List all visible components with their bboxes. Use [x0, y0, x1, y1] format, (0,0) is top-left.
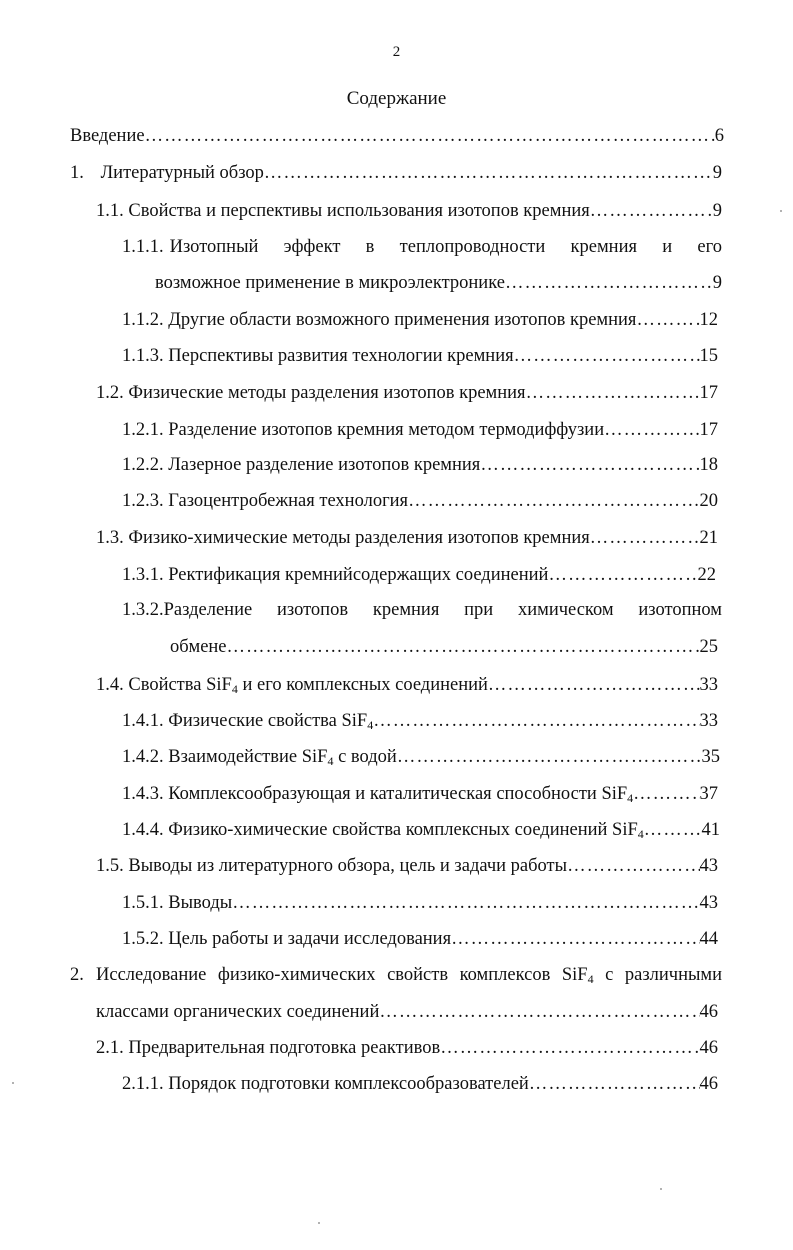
toc-entry-text: Физико-химические методы разделения изотопов кремния [128, 528, 590, 548]
dot-leader [488, 673, 700, 697]
toc-entry-1-5-1[interactable] [122, 891, 718, 915]
toc-title: Содержание [346, 88, 447, 109]
toc-entry-number: 1.2.1. [122, 420, 164, 440]
toc-entry-text: Выводы из литературного обзора, цель и задачи работы [128, 856, 568, 876]
toc-entry-page: 44 [699, 929, 718, 949]
toc-entry-intro[interactable] [70, 124, 724, 148]
toc-entry-number: 1.5.1. [122, 893, 164, 913]
toc-entry-1-2[interactable] [96, 381, 718, 405]
toc-entry-text: Предварительная подготовка реактивов [128, 1038, 441, 1058]
dot-leader [590, 199, 713, 223]
dot-leader [529, 1072, 700, 1096]
dot-leader [644, 818, 702, 842]
toc-entry-number: 2.1.1. [122, 1074, 164, 1094]
toc-entry-1-2-1[interactable] [122, 418, 718, 442]
dot-leader [548, 563, 697, 587]
scan-speck [780, 210, 782, 212]
dot-leader [440, 1036, 699, 1060]
dot-leader [480, 453, 699, 477]
scan-speck [660, 1188, 662, 1190]
toc-entry-text: Выводы [168, 893, 233, 913]
toc-entry-1-4-4[interactable] [122, 818, 720, 842]
dot-leader [633, 782, 699, 806]
toc-entry-1-4[interactable] [96, 673, 718, 697]
toc-entry-text: Порядок подготовки комплексообразователей [168, 1074, 529, 1094]
toc-entry-1-3[interactable] [96, 526, 718, 550]
toc-entry-1-3-2[interactable] [122, 598, 722, 622]
toc-entry-1-3-2-continued[interactable] [170, 635, 718, 659]
toc-entry-text: Введение [70, 126, 145, 146]
toc-entry-page: 12 [699, 310, 718, 330]
toc-entry-text-line-2: обмене [170, 637, 227, 657]
toc-entry-page: 37 [699, 784, 718, 804]
toc-entry-text: Свойства и перспективы использования изотопов кремния [128, 201, 590, 221]
toc-entry-chapter-1[interactable] [70, 161, 722, 185]
dot-leader [264, 161, 713, 185]
toc-entry-text: Другие области возможного применения изотопов кремния [168, 310, 637, 330]
toc-entry-text: Разделение изотопов кремния методом термодиффузии [168, 420, 605, 440]
dot-leader [379, 1000, 699, 1024]
toc-entry-1-1-3[interactable] [122, 344, 718, 368]
toc-entry-1-2-3[interactable] [122, 489, 718, 513]
toc-entry-number: 1.2.3. [122, 491, 164, 511]
dot-leader [590, 526, 700, 550]
toc-entry-1-5[interactable] [96, 854, 718, 878]
dot-leader [451, 927, 699, 951]
toc-entry-number: 1.4.3. [122, 784, 164, 804]
toc-entry-number: 2.1. [96, 1038, 124, 1058]
dot-leader [604, 418, 699, 442]
toc-entry-page: 6 [714, 126, 724, 146]
toc-entry-1-1-2[interactable] [122, 308, 718, 332]
toc-entry-text: Физико-химические свойства комплексных соединений SiF$_4$ [168, 820, 644, 841]
dot-leader [373, 709, 699, 733]
toc-entry-chapter-2-continued[interactable] [96, 1000, 718, 1024]
toc-entry-number: 1.4. [96, 675, 124, 695]
toc-entry-text: Лазерное разделение изотопов кремния [168, 455, 481, 475]
toc-entry-page: 35 [701, 747, 720, 767]
toc-entry-number: 1.3.1. [122, 565, 164, 585]
toc-entry-number: 1.2.2. [122, 455, 164, 475]
toc-entry-page: 17 [699, 383, 718, 403]
toc-entry-1-1-1[interactable] [122, 235, 722, 259]
scan-speck [318, 1222, 320, 1224]
toc-entry-text: Комплексообразующая и каталитическая способности SiF$_4$ [168, 784, 634, 805]
toc-entry-number: 1.1.3. [122, 346, 164, 366]
toc-entry-page: 43 [699, 856, 718, 876]
toc-entry-2-1-1[interactable] [122, 1072, 718, 1096]
toc-entry-number: 1.1.2. [122, 310, 164, 330]
toc-entry-2-1[interactable] [96, 1036, 718, 1060]
dot-leader [526, 381, 700, 405]
toc-entry-page: 46 [699, 1002, 718, 1022]
toc-entry-text-line-2: классами органических соединений [96, 1002, 380, 1022]
toc-entry-number: 1.1. [96, 201, 124, 221]
dot-leader [636, 308, 699, 332]
toc-entry-page: 46 [699, 1074, 718, 1094]
dot-leader [397, 745, 702, 769]
dot-leader [408, 489, 699, 513]
dot-leader [145, 124, 715, 148]
toc-entry-text: Свойства SiF$_4$ и его комплексных соединений [128, 675, 488, 696]
toc-entry-text: Ректификация кремнийсодержащих соединений [168, 565, 549, 585]
toc-entry-number: 1.3. [96, 528, 124, 548]
toc-entry-text-line-2: возможное применение в микроэлектронике [155, 273, 505, 293]
toc-entry-1-2-2[interactable] [122, 453, 718, 477]
toc-entry-page: 9 [712, 273, 722, 293]
dot-leader [514, 344, 700, 368]
toc-entry-text: Цель работы и задачи исследования [168, 929, 452, 949]
toc-entry-page: 22 [697, 565, 716, 585]
toc-entry-page: 43 [699, 893, 718, 913]
toc-entry-page: 15 [699, 346, 718, 366]
toc-entry-number: 1.4.4. [122, 820, 164, 840]
toc-entry-1-4-1[interactable] [122, 709, 718, 733]
toc-entry-number: 2. [70, 965, 84, 985]
scan-speck [12, 1082, 14, 1084]
toc-entry-page: 9 [712, 201, 722, 221]
dot-leader [505, 271, 713, 295]
toc-entry-text: Газоцентробежная технология [168, 491, 409, 511]
toc-entry-text: Физические свойства SiF$_4$ [168, 711, 374, 732]
toc-entry-number: 1.2. [96, 383, 124, 403]
toc-entry-number: 1.5.2. [122, 929, 164, 949]
toc-entry-page: 9 [712, 163, 722, 183]
toc-entry-1-3-1[interactable] [122, 563, 716, 587]
toc-entry-text: Литературный обзор [100, 163, 264, 183]
toc-entry-text-line-1: Разделение изотопов кремния при химическом изотопном [163, 600, 722, 620]
dot-leader [232, 891, 699, 915]
toc-entry-1-4-3[interactable] [122, 782, 718, 806]
toc-entry-number: 1.1.1. [122, 237, 164, 257]
toc-entry-page: 20 [699, 491, 718, 511]
toc-entry-page: 18 [699, 455, 718, 475]
dot-leader [567, 854, 699, 878]
toc-entry-number: 1.5. [96, 856, 124, 876]
toc-entry-chapter-2[interactable] [70, 963, 722, 987]
toc-entry-page: 17 [699, 420, 718, 440]
toc-entry-number: 1.4.2. [122, 747, 164, 767]
toc-entry-page: 33 [699, 711, 718, 731]
toc-entry-1-4-2[interactable] [122, 745, 720, 769]
toc-entry-text-line-1: Изотопный эффект в теплопроводности кремния и его [169, 237, 722, 257]
toc-entry-text-line-1: Исследование физико-химических свойств комплексов SiF$_4$ с различными [96, 965, 723, 986]
toc-entry-page: 46 [699, 1038, 718, 1058]
toc-entry-page: 25 [699, 637, 718, 657]
toc-entry-number: 1.4.1. [122, 711, 164, 731]
dot-leader [227, 635, 700, 659]
toc-entry-number: 1.3.2. [122, 600, 164, 620]
toc-entry-1-1[interactable] [96, 199, 722, 223]
toc-entry-text: Физические методы разделения изотопов кремния [128, 383, 526, 403]
toc-entry-text: Взаимодействие SiF$_4$ с водой [168, 747, 397, 768]
toc-entry-page: 33 [699, 675, 718, 695]
toc-entry-1-1-1-continued[interactable] [155, 271, 722, 295]
toc-entry-page: 21 [699, 528, 718, 548]
toc-entry-number: 1. [70, 163, 84, 183]
toc-entry-1-5-2[interactable] [122, 927, 718, 951]
toc-entry-page: 41 [701, 820, 720, 840]
page-number: 2 [392, 44, 401, 60]
toc-entry-text: Перспективы развития технологии кремния [168, 346, 514, 366]
